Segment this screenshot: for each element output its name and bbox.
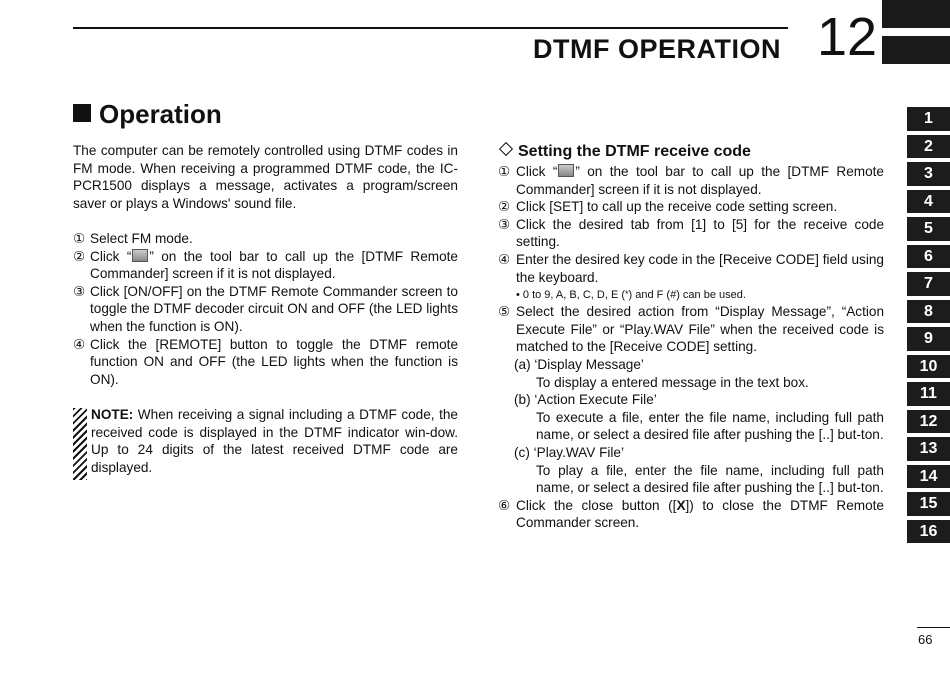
step-number: ③ xyxy=(73,283,86,299)
option-a-body: To display a entered message in the text box. xyxy=(536,374,809,390)
chapter-tab-10: 10 xyxy=(907,355,950,379)
chapter-tab-6: 6 xyxy=(907,245,950,269)
chapter-tab-9: 9 xyxy=(907,327,950,351)
option-c-body: To play a file, enter the file name, including full path name, or select a desired file after pushing the [..] but-ton. xyxy=(536,462,884,496)
left-step-2 xyxy=(73,248,458,283)
header-black-bar-top xyxy=(882,0,950,28)
right-step-6: ⑥ Click the close button ([X]) to close the DTMF Remote Commander screen. xyxy=(498,497,884,531)
page-number: 66 xyxy=(918,632,933,647)
step-text: Click [ON/OFF] on the DTMF Remote Commander screen to toggle the DTMF decoder circuit ON and OFF (the LED lights when the function is ON). xyxy=(90,283,458,334)
section-title xyxy=(73,99,222,130)
step-number: ② xyxy=(73,248,86,264)
option-b-body: To execute a file, enter the file name, including full path name, or select a desired file after pushing the [..] but-ton. xyxy=(536,409,884,443)
chapter-tab-16: 16 xyxy=(907,520,950,544)
option-a-label: (a) ‘Display Message’ xyxy=(514,356,644,372)
header-rule xyxy=(73,27,788,29)
step-number: ④ xyxy=(73,336,86,352)
chapter-tab-11: 11 xyxy=(907,382,950,406)
left-step-3 xyxy=(73,283,458,336)
chapter-tab-3: 3 xyxy=(907,162,950,186)
chapter-tab-12: 12 xyxy=(907,410,950,434)
chapter-tab-13: 13 xyxy=(907,437,950,461)
note-block xyxy=(73,406,458,480)
left-step-4 xyxy=(73,336,458,389)
key-code-note: • 0 to 9, A, B, C, D, E (*) and F (#) can be used. xyxy=(516,289,746,302)
dtmf-commander-toolbar-icon xyxy=(558,164,574,177)
chapter-tab-8: 8 xyxy=(907,300,950,324)
chapter-number: 12 xyxy=(817,7,878,67)
option-c-label: (c) ‘Play.WAV File’ xyxy=(514,444,625,460)
subsection-heading: Setting the DTMF receive code xyxy=(498,142,884,162)
chapter-tab-4: 4 xyxy=(907,190,950,214)
right-column xyxy=(498,142,884,532)
option-b-label: (b) ‘Action Execute File’ xyxy=(514,392,657,408)
header-black-bar-bottom xyxy=(882,36,950,64)
step-text: Click “ ” on the tool bar to call up the [DTMF Remote Commander] screen if it is not displayed. xyxy=(90,248,458,282)
right-step-5: ⑤ Select the desired action from “Display Message”, “Action Execute File” or “Play.WAV File” when the received code is matched to the [Receive CODE] setting. xyxy=(498,304,884,355)
left-step-1 xyxy=(73,230,458,248)
chapter-title: DTMF OPERATION xyxy=(533,34,781,64)
note-text: When receiving a signal including a DTMF code, the received code is displayed in the DTMF indicator win-dow. Up to 24 digits of the latest received DTMF code are displayed. xyxy=(91,406,458,475)
diamond-bullet-icon xyxy=(499,142,513,156)
right-step-3: ③ Click the desired tab from [1] to [5] for the receive code setting. xyxy=(498,216,884,250)
chapter-tab-7: 7 xyxy=(907,272,950,296)
right-step-4: ④ Enter the desired key code in the [Receive CODE] field using the keyboard. xyxy=(498,251,884,285)
chapter-tab-2: 2 xyxy=(907,135,950,159)
chapter-tab-15: 15 xyxy=(907,492,950,516)
note-hatch-icon xyxy=(73,408,87,480)
chapter-tab-5: 5 xyxy=(907,217,950,241)
footer-rule xyxy=(917,627,950,628)
chapter-tab-14: 14 xyxy=(907,465,950,489)
section-title-text: Operation xyxy=(99,99,222,129)
step-text: Select FM mode. xyxy=(90,230,193,246)
dtmf-commander-toolbar-icon xyxy=(132,249,148,262)
step-text: Click the [REMOTE] button to toggle the DTMF remote function ON and OFF (the LED lights when the function is ON). xyxy=(90,336,458,387)
chapter-tabs xyxy=(907,107,950,547)
step-number: ① xyxy=(73,230,86,246)
right-step-2: ② Click [SET] to call up the receive code setting screen. xyxy=(498,199,838,215)
right-step-1: ① Click “ ” on the tool bar to call up the [DTMF Remote Commander] screen if it is not displayed. xyxy=(498,164,884,197)
left-column xyxy=(73,142,458,480)
intro-paragraph: The computer can be remotely controlled using DTMF codes in FM mode. When receiving a programmed DTMF code, the IC-PCR1500 displays a message, activates a program/screen saver or plays a Windows' sound file. xyxy=(73,143,458,211)
note-label: NOTE: xyxy=(91,406,134,422)
square-bullet-icon xyxy=(73,104,91,122)
chapter-tab-1: 1 xyxy=(907,107,950,131)
